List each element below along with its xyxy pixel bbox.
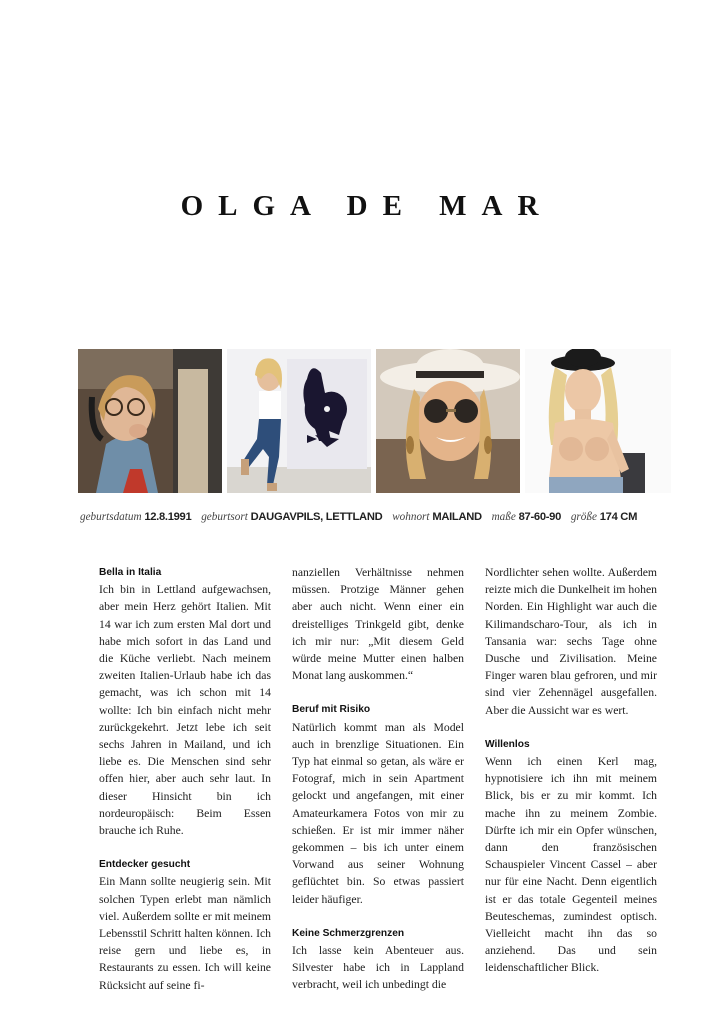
section-heading: Willenlos: [485, 738, 530, 750]
section-heading: Bella in Italia: [99, 567, 162, 578]
article-column-3: [485, 564, 657, 977]
birthdate-value: 12.8.1991: [144, 511, 192, 523]
page-title: OLGA DE MAR: [180, 190, 554, 222]
paragraph: Ich bin in Lettland aufgewachsen, aber mein Herz gehört Italien. Mit 14 war ich zum ersten Mal dort und habe mich sofort in das Land und die Küche verliebt. Nach meinem zweiten Italien-Urlaub habe ich das gemacht, was ich schon mit 14 wollte: Ich bin einfach nicht mehr zurückgekehrt. Jetzt lebe ich seit sechs Jahren in Mailand, und ich liebe es. Die Menschen sind sehr offen hier, aber auch sehr laut. In dieser Hinsicht bin ich nordeuropäisch: Beim Essen brauche ich Ruhe.: [99, 583, 271, 838]
article-column-1: [99, 564, 271, 994]
section-heading: Entdecker gesucht: [99, 859, 191, 871]
article-column-2: [292, 564, 464, 994]
residence-label: wohnort: [392, 511, 430, 523]
measurements-label: maße: [491, 511, 516, 523]
residence-value: MAILAND: [432, 511, 482, 523]
photo-black-hat-portrait: [525, 349, 671, 493]
paragraph: Wenn ich einen Kerl mag, hypnotisiere ich ihn mit meinem Blick, bis er zu mir kommt. Ich mache ihn zu meinem Zombie. Dürfte ich mir ein Opfer wünschen, dann den französischen Schauspieler Vincent Cassel – aber nur für eine Nacht. Denn eigentlich ist er das totale Gegenteil meines Beuteschemas, zumindest optisch. Vielleicht macht ihn das so anziehend. Das und sein leidenschaftlicher Blick.: [485, 755, 657, 975]
birthplace-value: DAUGAVPILS, LETTLAND: [250, 511, 383, 523]
paragraph: Ich lasse kein Abenteuer aus. Silvester habe ich in Lappland verbracht, weil ich unbedingt die: [292, 944, 464, 992]
personal-facts: [80, 511, 680, 523]
photo-selfie-headphones: [78, 349, 222, 493]
paragraph: nanziellen Verhältnisse nehmen müssen. Protzige Männer gehen aber auch nicht. Wenn einer ein dreistelliges Trinkgeld gibt, denke ich mir nur: „Mit diesem Geld würde meine Mutter einen halben Monat lang auskommen.“: [292, 566, 464, 683]
height-label: größe: [570, 511, 597, 523]
measurements-value: 87-60-90: [518, 511, 562, 523]
photo-playboy-bunny-wall: [227, 349, 371, 493]
paragraph: Natürlich kommt man als Model auch in brenzlige Situationen. Ein Typ hat einmal so getan, als wäre er Fotograf, mich in sein Apartment gelockt und angefangen, mit einer Amateurkamera Fotos von mir zu schießen. Er ist mir immer näher gekommen – bis ich unter einem Vorwand aus seiner Wohnung geflüchtet bin. So etwas passiert leider häufiger.: [292, 720, 464, 906]
photo-sunhat-sunglasses: [376, 349, 520, 493]
section-heading: Keine Schmerzgrenzen: [292, 927, 405, 939]
paragraph: Ein Mann sollte neugierig sein. Mit solchen Typen erlebt man nämlich viel. Außerdem sollte er mit meinem Lebensstil Schritt halten können. Ich reise gern und liebe es, in Restaurants zu essen. Ich will keine Rücksicht auf seine fi-: [99, 875, 271, 992]
photo-strip: [78, 349, 671, 493]
birthplace-label: geburtsort: [201, 511, 248, 523]
height-value: 174 CM: [599, 511, 638, 523]
paragraph: Nordlichter sehen wollte. Außerdem reizte mich die Dunkelheit im hohen Norden. Ein Highlight war auch die Kilimandscharo-Tour, als ich in Tansania war: sechs Tage ohne Dusche und Zivilisation. Meine Finger waren blau gefroren, und mir sind vier Zehennägel ausgefallen. Aber die Aussicht war es wert.: [485, 566, 657, 717]
section-heading: Beruf mit Risiko: [292, 704, 371, 716]
birthdate-label: geburtsdatum: [80, 511, 142, 523]
